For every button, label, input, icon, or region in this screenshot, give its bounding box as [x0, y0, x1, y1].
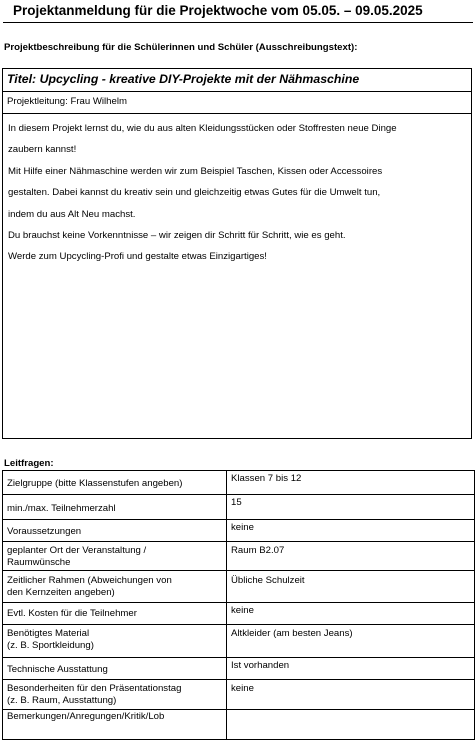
table-row	[3, 495, 475, 520]
description-line: gestalten. Dabei kannst du kreativ sein und gleichzeitig etwas Gutes für die Umwelt tun,	[8, 187, 381, 199]
row-value: Übliche Schulzeit	[227, 571, 475, 603]
row-value: keine	[227, 520, 475, 542]
table-row	[3, 603, 475, 625]
row-value: Ist vorhanden	[227, 658, 475, 680]
table-row	[3, 542, 475, 571]
row-label: Bemerkungen/Anregungen/Kritik/Lob	[3, 710, 227, 740]
project-leader: Projektleitung: Frau Wilhelm	[3, 92, 471, 114]
description-heading: Projektbeschreibung für die Schülerinnen und Schüler (Ausschreibungstext):	[4, 42, 358, 53]
project-title: Titel: Upcycling - kreative DIY-Projekte mit der Nähmaschine	[3, 69, 471, 92]
row-value: Altkleider (am besten Jeans)	[227, 625, 475, 658]
row-value: Raum B2.07	[227, 542, 475, 571]
row-label: Zeitlicher Rahmen (Abweichungen von den Kernzeiten angeben)	[3, 571, 227, 603]
table-row	[3, 571, 475, 603]
description-line: zaubern kannst!	[8, 144, 77, 156]
row-label: Benötigtes Material (z. B. Sportkleidung)	[3, 625, 227, 658]
description-line: Werde zum Upcycling-Profi und gestalte etwas Einzigartiges!	[8, 251, 267, 263]
row-label: min./max. Teilnehmerzahl	[3, 495, 227, 520]
row-label: Besonderheiten für den Präsentationstag (z. B. Raum, Ausstattung)	[3, 680, 227, 710]
table-row	[3, 625, 475, 658]
table-row	[3, 471, 475, 495]
row-label: geplanter Ort der Veranstaltung / Raumwünsche	[3, 542, 227, 571]
table-row	[3, 680, 475, 710]
row-label: Zielgruppe (bitte Klassenstufen angeben)	[3, 471, 227, 495]
row-label: Voraussetzungen	[3, 520, 227, 542]
row-value: keine	[227, 680, 475, 710]
description-line: Du brauchst keine Vorkenntnisse – wir zeigen dir Schritt für Schritt, wie es geht.	[8, 230, 346, 242]
description-line: indem du aus Alt Neu machst.	[8, 208, 136, 220]
row-value: 15	[227, 495, 475, 520]
table-row	[3, 520, 475, 542]
table-row	[3, 658, 475, 680]
row-value: keine	[227, 603, 475, 625]
row-label: Technische Ausstattung	[3, 658, 227, 680]
project-description-text	[3, 114, 471, 268]
project-description-box	[2, 68, 472, 439]
guide-heading: Leitfragen:	[4, 458, 54, 469]
page-title: Projektanmeldung für die Projektwoche vom 05.05. – 09.05.2025	[13, 3, 423, 18]
description-line: In diesem Projekt lernst du, wie du aus alten Kleidungsstücken oder Stoffresten neue Dinge	[8, 123, 397, 134]
guide-table	[2, 470, 475, 740]
row-value[interactable]	[227, 710, 475, 740]
table-row	[3, 710, 475, 740]
row-label: Evtl. Kosten für die Teilnehmer	[3, 603, 227, 625]
title-divider	[3, 22, 473, 23]
description-line: Mit Hilfe einer Nähmaschine werden wir zum Beispiel Taschen, Kissen oder Accessoires	[8, 165, 383, 177]
row-value: Klassen 7 bis 12	[227, 471, 475, 495]
